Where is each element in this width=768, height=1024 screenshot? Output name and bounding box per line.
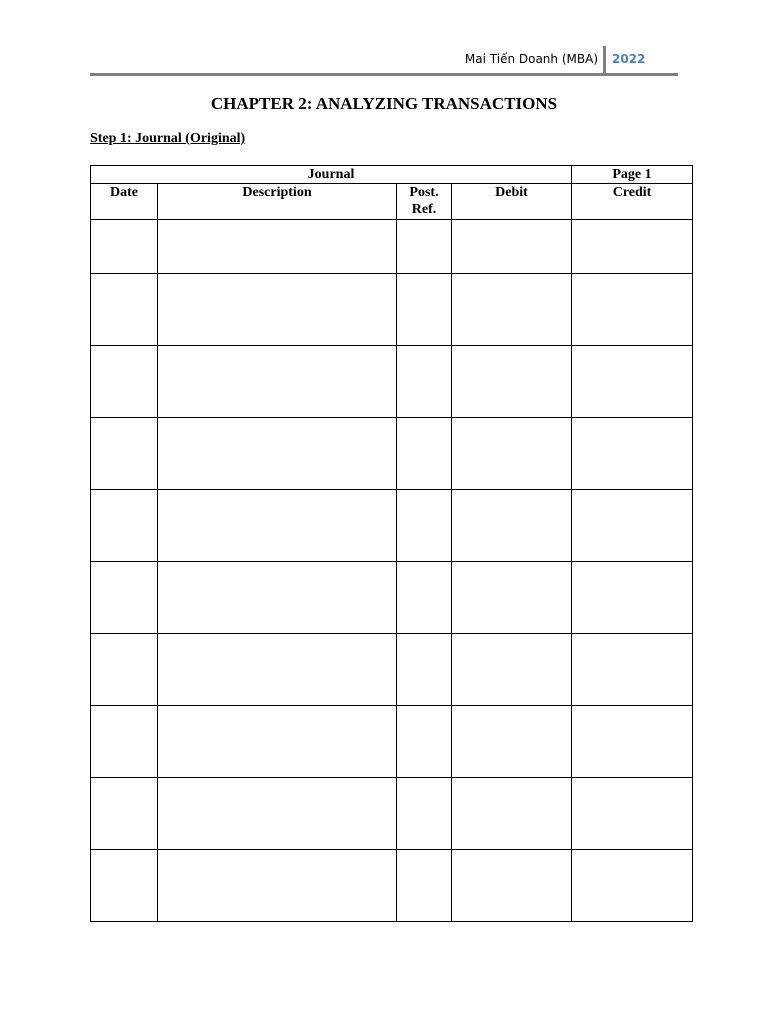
date-cell	[91, 274, 158, 346]
journal-title: Journal	[91, 166, 572, 184]
journal-row	[91, 274, 693, 346]
post-ref-cell	[397, 418, 452, 490]
debit-cell	[452, 634, 572, 706]
date-cell	[91, 418, 158, 490]
column-header-debit: Debit	[452, 184, 572, 220]
column-header-credit: Credit	[572, 184, 693, 220]
journal-page: Page 1	[572, 166, 693, 184]
journal-row	[91, 850, 693, 922]
date-cell	[91, 706, 158, 778]
column-header-post-ref: Post. Ref.	[397, 184, 452, 220]
debit-cell	[452, 850, 572, 922]
header-year: 2022	[612, 52, 646, 66]
column-header-description: Description	[158, 184, 397, 220]
debit-cell	[452, 274, 572, 346]
date-cell	[91, 220, 158, 274]
credit-cell	[572, 634, 693, 706]
description-cell	[158, 346, 397, 418]
debit-cell	[452, 418, 572, 490]
date-cell	[91, 346, 158, 418]
credit-cell	[572, 220, 693, 274]
debit-cell	[452, 346, 572, 418]
credit-cell	[572, 850, 693, 922]
column-header-date: Date	[91, 184, 158, 220]
post-ref-cell	[397, 634, 452, 706]
journal-title-row	[91, 166, 693, 184]
credit-cell	[572, 490, 693, 562]
debit-cell	[452, 490, 572, 562]
debit-cell	[452, 220, 572, 274]
post-ref-cell	[397, 706, 452, 778]
credit-cell	[572, 562, 693, 634]
journal-row	[91, 346, 693, 418]
description-cell	[158, 562, 397, 634]
description-cell	[158, 490, 397, 562]
description-cell	[158, 778, 397, 850]
description-cell	[158, 706, 397, 778]
post-ref-cell	[397, 562, 452, 634]
chapter-title: CHAPTER 2: ANALYZING TRANSACTIONS	[210, 94, 558, 113]
credit-cell	[572, 706, 693, 778]
journal-row	[91, 418, 693, 490]
post-ref-cell	[397, 346, 452, 418]
date-cell	[91, 634, 158, 706]
debit-cell	[452, 706, 572, 778]
description-cell	[158, 274, 397, 346]
debit-cell	[452, 778, 572, 850]
credit-cell	[572, 418, 693, 490]
journal-row	[91, 562, 693, 634]
post-ref-cell	[397, 220, 452, 274]
journal-table	[90, 165, 693, 922]
journal-header-row	[91, 184, 693, 220]
description-cell	[158, 634, 397, 706]
description-cell	[158, 418, 397, 490]
description-cell	[158, 220, 397, 274]
header-rule	[90, 73, 678, 76]
credit-cell	[572, 274, 693, 346]
credit-cell	[572, 778, 693, 850]
journal-row	[91, 778, 693, 850]
journal-row	[91, 706, 693, 778]
date-cell	[91, 778, 158, 850]
post-ref-cell	[397, 778, 452, 850]
debit-cell	[452, 562, 572, 634]
post-ref-cell	[397, 490, 452, 562]
description-cell	[158, 850, 397, 922]
page-header	[90, 44, 678, 76]
post-ref-cell	[397, 850, 452, 922]
journal-row	[91, 220, 693, 274]
step-title: Step 1: Journal (Original)	[90, 131, 246, 146]
journal-row	[91, 490, 693, 562]
post-ref-cell	[397, 274, 452, 346]
header-separator	[603, 46, 606, 74]
header-author: Mai Tiến Doanh (MBA)	[464, 52, 598, 66]
journal-row	[91, 634, 693, 706]
date-cell	[91, 562, 158, 634]
credit-cell	[572, 346, 693, 418]
date-cell	[91, 490, 158, 562]
date-cell	[91, 850, 158, 922]
